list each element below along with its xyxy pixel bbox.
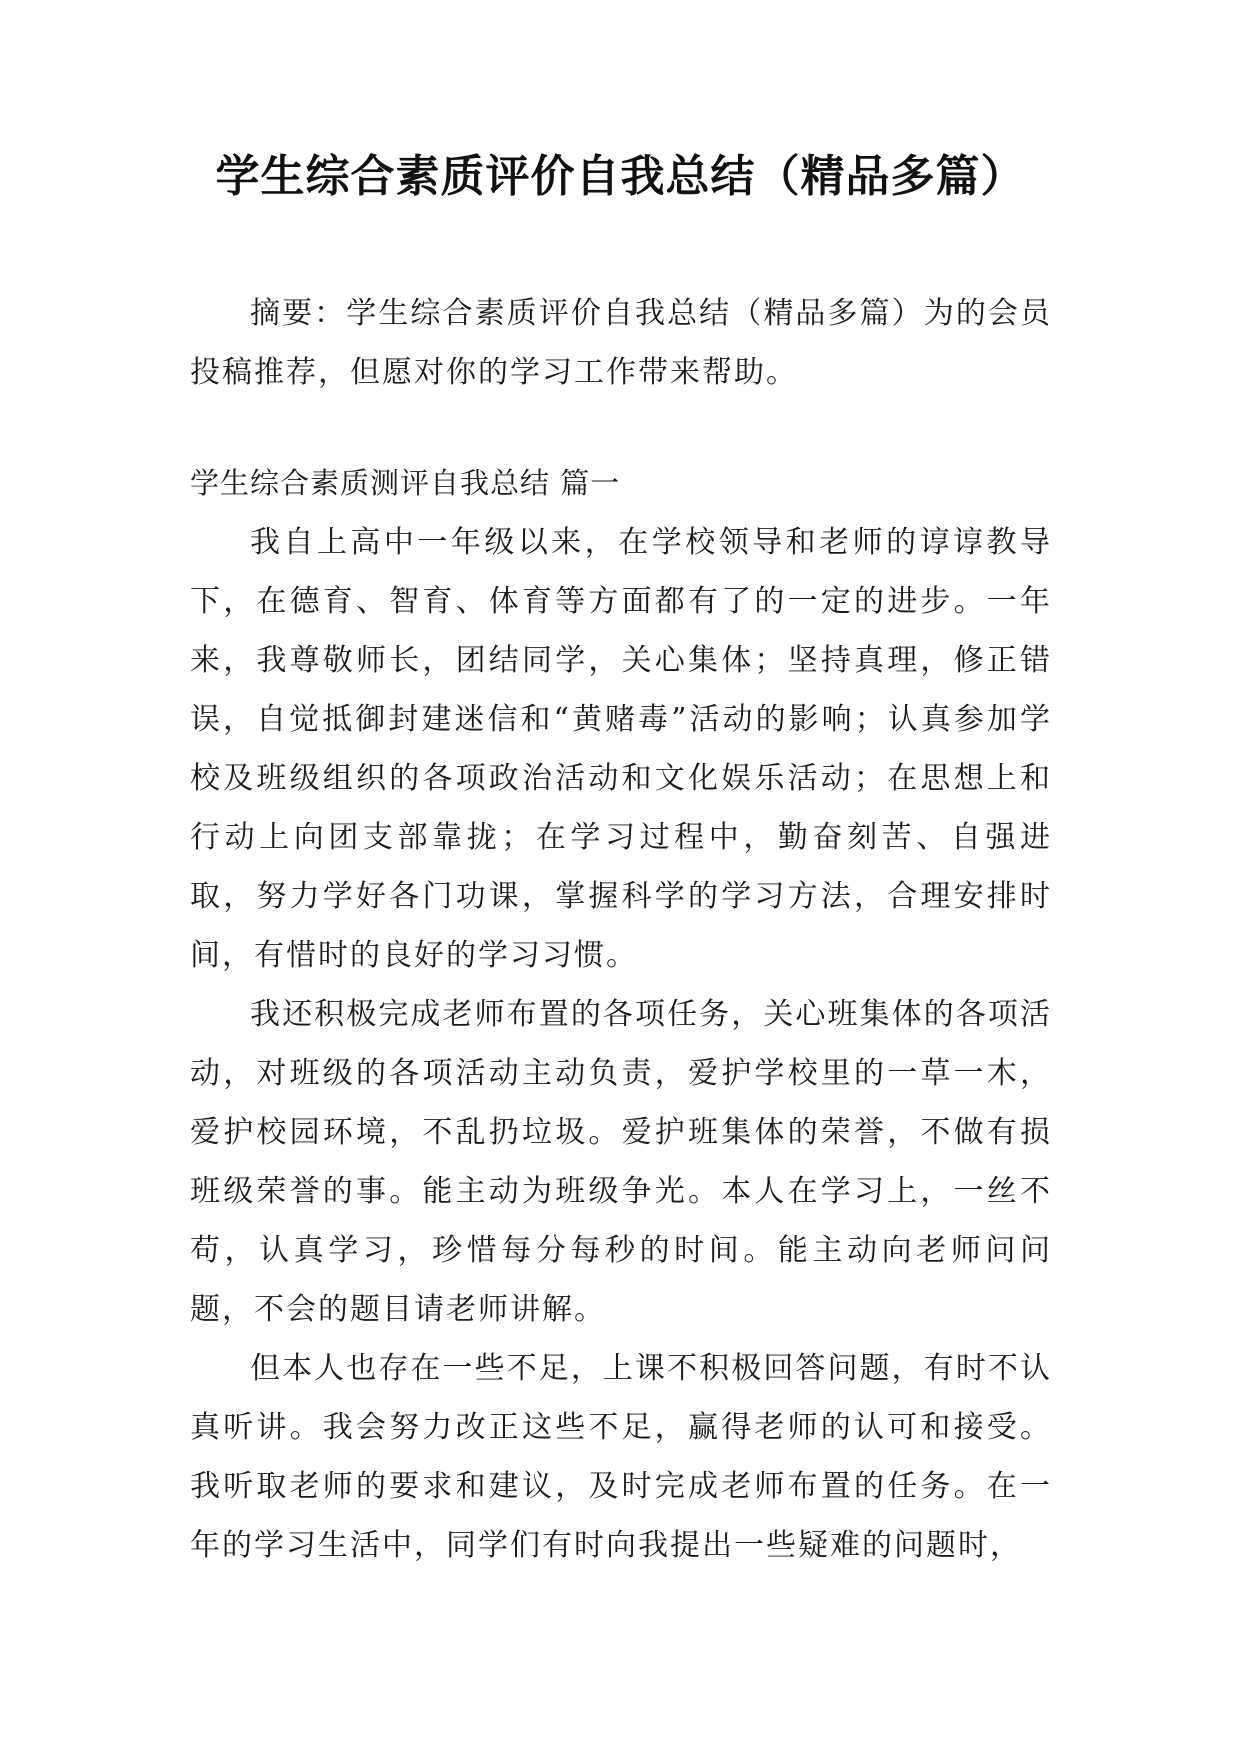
abstract-paragraph: 摘要：学生综合素质评价自我总结（精品多篇）为的会员投稿推荐，但愿对你的学习工作带来帮助。 bbox=[190, 296, 1052, 390]
body-paragraph-3: 但本人也存在一些不足，上课不积极回答问题，有时不认真听讲。我会努力改正这些不足，赢得老师的认可和接受。我听取老师的要求和建议，及时完成老师布置的任务。在一年的学习生活中，同学们有时向我提出一些疑难的问题时， bbox=[190, 1351, 1052, 1563]
document-body bbox=[190, 284, 1052, 1575]
section-heading: 学生综合素质测评自我总结 篇一 bbox=[190, 466, 621, 500]
document-title: 学生综合素质评价自我总结（精品多篇） bbox=[215, 151, 1026, 202]
body-paragraph-1: 我自上高中一年级以来，在学校领导和老师的谆谆教导下，在德育、智育、体育等方面都有了的一定的进步。一年来，我尊敬师长，团结同学，关心集体；坚持真理，修正错误，自觉抵御封建迷信和“黄赌毒”活动的影响；认真参加学校及班级组织的各项政治活动和文化娱乐活动；在思想上和行动上向团支部靠拢；在学习过程中，勤奋刻苦、自强进取，努力学好各门功课，掌握科学的学习方法，合理安排时间，有惜时的良好的学习习惯。 bbox=[190, 525, 1052, 973]
body-paragraph-2: 我还积极完成老师布置的各项任务，关心班集体的各项活动，对班级的各项活动主动负责，爱护学校里的一草一木，爱护校园环境，不乱扔垃圾。爱护班集体的荣誉，不做有损班级荣誉的事。能主动为班级争光。本人在学习上，一丝不苟，认真学习，珍惜每分每秒的时间。能主动向老师问问题，不会的题目请老师讲解。 bbox=[190, 997, 1052, 1327]
